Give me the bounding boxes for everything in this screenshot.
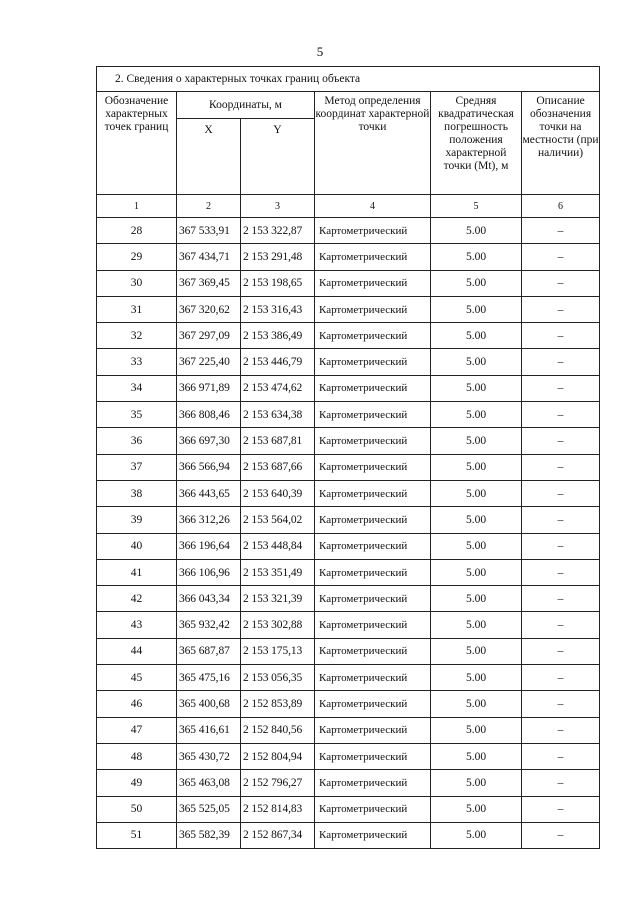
cell-y: 2 153 446,79	[241, 349, 315, 375]
cell-description: –	[522, 218, 600, 244]
cell-method: Картометрический	[315, 375, 431, 401]
cell-y: 2 153 351,49	[241, 559, 315, 585]
table-row	[97, 638, 600, 664]
header-y: Y	[241, 119, 315, 195]
cell-description: –	[522, 533, 600, 559]
page-number: 5	[316, 44, 324, 59]
cell-method: Картометрический	[315, 480, 431, 506]
cell-point: 38	[97, 480, 177, 506]
table-row	[97, 270, 600, 296]
cell-method: Картометрический	[315, 665, 431, 691]
cell-point: 29	[97, 244, 177, 270]
cell-method: Картометрический	[315, 717, 431, 743]
cell-error: 5.00	[431, 349, 522, 375]
cell-method: Картометрический	[315, 743, 431, 769]
cell-y: 2 153 316,43	[241, 296, 315, 322]
cell-description: –	[522, 691, 600, 717]
table-row	[97, 770, 600, 796]
cell-error: 5.00	[431, 244, 522, 270]
cell-error: 5.00	[431, 665, 522, 691]
cell-x: 367 369,45	[177, 270, 241, 296]
cell-y: 2 153 321,39	[241, 586, 315, 612]
cell-point: 47	[97, 717, 177, 743]
cell-method: Картометрический	[315, 428, 431, 454]
boundary-points-table	[96, 66, 600, 849]
cell-error: 5.00	[431, 638, 522, 664]
cell-method: Картометрический	[315, 402, 431, 428]
cell-x: 365 475,16	[177, 665, 241, 691]
cell-description: –	[522, 638, 600, 664]
cell-description: –	[522, 454, 600, 480]
cell-x: 365 416,61	[177, 717, 241, 743]
cell-x: 366 697,30	[177, 428, 241, 454]
cell-point: 43	[97, 612, 177, 638]
cell-y: 2 153 448,84	[241, 533, 315, 559]
cell-x: 365 400,68	[177, 691, 241, 717]
cell-y: 2 152 796,27	[241, 770, 315, 796]
cell-error: 5.00	[431, 480, 522, 506]
cell-method: Картометрический	[315, 270, 431, 296]
table-row	[97, 480, 600, 506]
table-row	[97, 428, 600, 454]
cell-method: Картометрический	[315, 533, 431, 559]
cell-point: 31	[97, 296, 177, 322]
cell-point: 30	[97, 270, 177, 296]
cell-point: 42	[97, 586, 177, 612]
cell-error: 5.00	[431, 428, 522, 454]
cell-point: 34	[97, 375, 177, 401]
cell-point: 46	[97, 691, 177, 717]
table-row	[97, 586, 600, 612]
cell-x: 366 312,26	[177, 507, 241, 533]
cell-error: 5.00	[431, 717, 522, 743]
table-row	[97, 559, 600, 585]
cell-method: Картометрический	[315, 586, 431, 612]
cell-method: Картометрический	[315, 454, 431, 480]
table-row	[97, 796, 600, 822]
cell-error: 5.00	[431, 375, 522, 401]
cell-method: Картометрический	[315, 796, 431, 822]
table-row	[97, 454, 600, 480]
cell-description: –	[522, 323, 600, 349]
column-number: 1	[97, 195, 177, 218]
table-row	[97, 507, 600, 533]
cell-method: Картометрический	[315, 323, 431, 349]
cell-error: 5.00	[431, 454, 522, 480]
cell-point: 50	[97, 796, 177, 822]
header-description: Описание обозначения точки на местности (при наличии)	[522, 92, 600, 195]
column-number: 4	[315, 195, 431, 218]
cell-point: 49	[97, 770, 177, 796]
cell-x: 366 971,89	[177, 375, 241, 401]
cell-x: 366 808,46	[177, 402, 241, 428]
cell-error: 5.00	[431, 270, 522, 296]
cell-point: 35	[97, 402, 177, 428]
cell-description: –	[522, 665, 600, 691]
section-title: 2. Сведения о характерных точках границ объекта	[97, 67, 600, 92]
cell-description: –	[522, 296, 600, 322]
cell-point: 44	[97, 638, 177, 664]
column-number: 3	[241, 195, 315, 218]
column-number: 5	[431, 195, 522, 218]
cell-method: Картометрический	[315, 691, 431, 717]
table-body	[97, 218, 600, 849]
cell-point: 33	[97, 349, 177, 375]
cell-method: Картометрический	[315, 507, 431, 533]
column-number: 6	[522, 195, 600, 218]
cell-error: 5.00	[431, 796, 522, 822]
table-row	[97, 717, 600, 743]
cell-x: 365 525,05	[177, 796, 241, 822]
cell-error: 5.00	[431, 218, 522, 244]
cell-y: 2 153 474,62	[241, 375, 315, 401]
cell-error: 5.00	[431, 296, 522, 322]
table-row	[97, 691, 600, 717]
cell-description: –	[522, 743, 600, 769]
cell-description: –	[522, 770, 600, 796]
cell-description: –	[522, 586, 600, 612]
table-row	[97, 533, 600, 559]
cell-y: 2 153 056,35	[241, 665, 315, 691]
cell-x: 365 687,87	[177, 638, 241, 664]
cell-description: –	[522, 612, 600, 638]
cell-method: Картометрический	[315, 218, 431, 244]
cell-y: 2 153 198,65	[241, 270, 315, 296]
cell-description: –	[522, 717, 600, 743]
cell-error: 5.00	[431, 586, 522, 612]
cell-error: 5.00	[431, 507, 522, 533]
cell-error: 5.00	[431, 612, 522, 638]
cell-x: 366 443,65	[177, 480, 241, 506]
cell-y: 2 153 687,81	[241, 428, 315, 454]
table-row	[97, 375, 600, 401]
cell-y: 2 153 175,13	[241, 638, 315, 664]
cell-x: 365 430,72	[177, 743, 241, 769]
table-row	[97, 218, 600, 244]
header-coordinates: Координаты, м	[177, 92, 315, 119]
table-row	[97, 244, 600, 270]
cell-error: 5.00	[431, 691, 522, 717]
cell-x: 365 463,08	[177, 770, 241, 796]
cell-method: Картометрический	[315, 612, 431, 638]
cell-point: 41	[97, 559, 177, 585]
table-row	[97, 665, 600, 691]
cell-y: 2 153 291,48	[241, 244, 315, 270]
table-row	[97, 612, 600, 638]
header-method: Метод определения координат характерной точки	[315, 92, 431, 195]
cell-error: 5.00	[431, 402, 522, 428]
table-row	[97, 349, 600, 375]
cell-description: –	[522, 244, 600, 270]
cell-y: 2 153 386,49	[241, 323, 315, 349]
cell-y: 2 152 853,89	[241, 691, 315, 717]
table-row	[97, 323, 600, 349]
cell-description: –	[522, 375, 600, 401]
cell-x: 367 320,62	[177, 296, 241, 322]
cell-point: 32	[97, 323, 177, 349]
cell-x: 366 106,96	[177, 559, 241, 585]
cell-y: 2 153 640,39	[241, 480, 315, 506]
cell-method: Картометрический	[315, 770, 431, 796]
cell-y: 2 153 564,02	[241, 507, 315, 533]
cell-point: 40	[97, 533, 177, 559]
cell-x: 365 932,42	[177, 612, 241, 638]
header-x: X	[177, 119, 241, 195]
cell-method: Картометрический	[315, 296, 431, 322]
table-row	[97, 743, 600, 769]
cell-x: 367 297,09	[177, 323, 241, 349]
cell-point: 37	[97, 454, 177, 480]
cell-description: –	[522, 796, 600, 822]
table-row	[97, 296, 600, 322]
header-point: Обозначение характерных точек границ	[97, 92, 177, 195]
cell-error: 5.00	[431, 822, 522, 848]
cell-description: –	[522, 349, 600, 375]
cell-method: Картометрический	[315, 638, 431, 664]
table-row	[97, 822, 600, 848]
cell-description: –	[522, 402, 600, 428]
cell-description: –	[522, 507, 600, 533]
cell-point: 45	[97, 665, 177, 691]
column-number-row	[97, 195, 600, 218]
cell-error: 5.00	[431, 323, 522, 349]
cell-method: Картометрический	[315, 822, 431, 848]
cell-x: 366 043,34	[177, 586, 241, 612]
cell-y: 2 153 687,66	[241, 454, 315, 480]
cell-method: Картометрический	[315, 559, 431, 585]
cell-x: 365 582,39	[177, 822, 241, 848]
cell-y: 2 152 804,94	[241, 743, 315, 769]
cell-description: –	[522, 428, 600, 454]
cell-error: 5.00	[431, 559, 522, 585]
cell-y: 2 152 814,83	[241, 796, 315, 822]
cell-x: 367 533,91	[177, 218, 241, 244]
cell-method: Картометрический	[315, 244, 431, 270]
cell-point: 28	[97, 218, 177, 244]
cell-error: 5.00	[431, 743, 522, 769]
cell-y: 2 153 634,38	[241, 402, 315, 428]
cell-point: 36	[97, 428, 177, 454]
cell-description: –	[522, 822, 600, 848]
cell-x: 367 434,71	[177, 244, 241, 270]
table-row	[97, 402, 600, 428]
cell-point: 51	[97, 822, 177, 848]
cell-point: 48	[97, 743, 177, 769]
cell-description: –	[522, 270, 600, 296]
cell-description: –	[522, 480, 600, 506]
cell-x: 367 225,40	[177, 349, 241, 375]
cell-y: 2 152 867,34	[241, 822, 315, 848]
cell-x: 366 566,94	[177, 454, 241, 480]
cell-error: 5.00	[431, 533, 522, 559]
column-number: 2	[177, 195, 241, 218]
cell-point: 39	[97, 507, 177, 533]
cell-y: 2 153 302,88	[241, 612, 315, 638]
cell-error: 5.00	[431, 770, 522, 796]
cell-method: Картометрический	[315, 349, 431, 375]
cell-x: 366 196,64	[177, 533, 241, 559]
cell-y: 2 152 840,56	[241, 717, 315, 743]
header-error: Средняя квадратическая погрешность положения характерной точки (Mt), м	[431, 92, 522, 195]
cell-description: –	[522, 559, 600, 585]
cell-y: 2 153 322,87	[241, 218, 315, 244]
